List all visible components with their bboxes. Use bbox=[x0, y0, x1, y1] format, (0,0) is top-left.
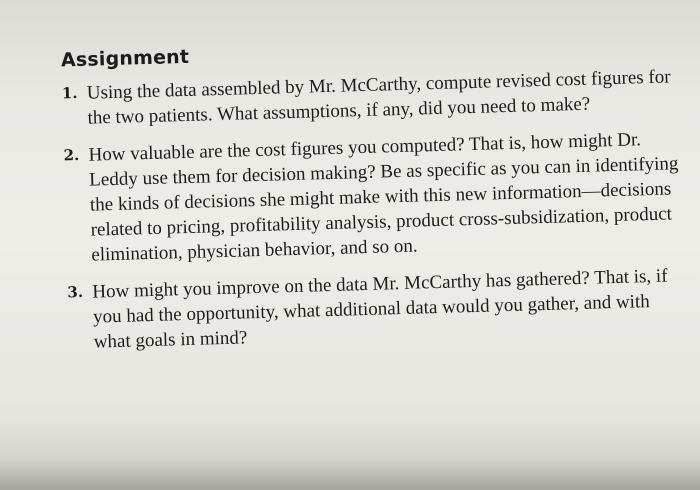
question-text: How might you improve on the data Mr. McCarthy has gathered? That is, if you had the opportunity, what additional data would you gather, and with what goals in mind? bbox=[92, 265, 668, 353]
question-text: How valuable are the cost figures you computed? That is, how might Dr. Leddy use them for decision making? Be as specific as you can in identifying the kinds of decisions she might make with this new information—decisions related to pricing, profitability analysis, product cross-subsidization, product elimination, physician behavior, and so on. bbox=[88, 129, 679, 266]
question-text: Using the data assembled by Mr. McCarthy, compute revised cost figures for the two patients. What assumptions, if any, did you need to make? bbox=[86, 66, 671, 129]
question-number: 1. bbox=[61, 83, 78, 103]
question-list bbox=[42, 64, 689, 356]
page-shadow bbox=[0, 460, 700, 490]
assignment-heading: Assignment bbox=[60, 45, 190, 72]
question-item-2 bbox=[43, 126, 686, 269]
assignment-section bbox=[40, 10, 689, 368]
question-item-3 bbox=[47, 263, 689, 356]
question-item-1 bbox=[42, 64, 683, 132]
question-number: 3. bbox=[67, 282, 84, 302]
question-number: 2. bbox=[63, 145, 80, 165]
